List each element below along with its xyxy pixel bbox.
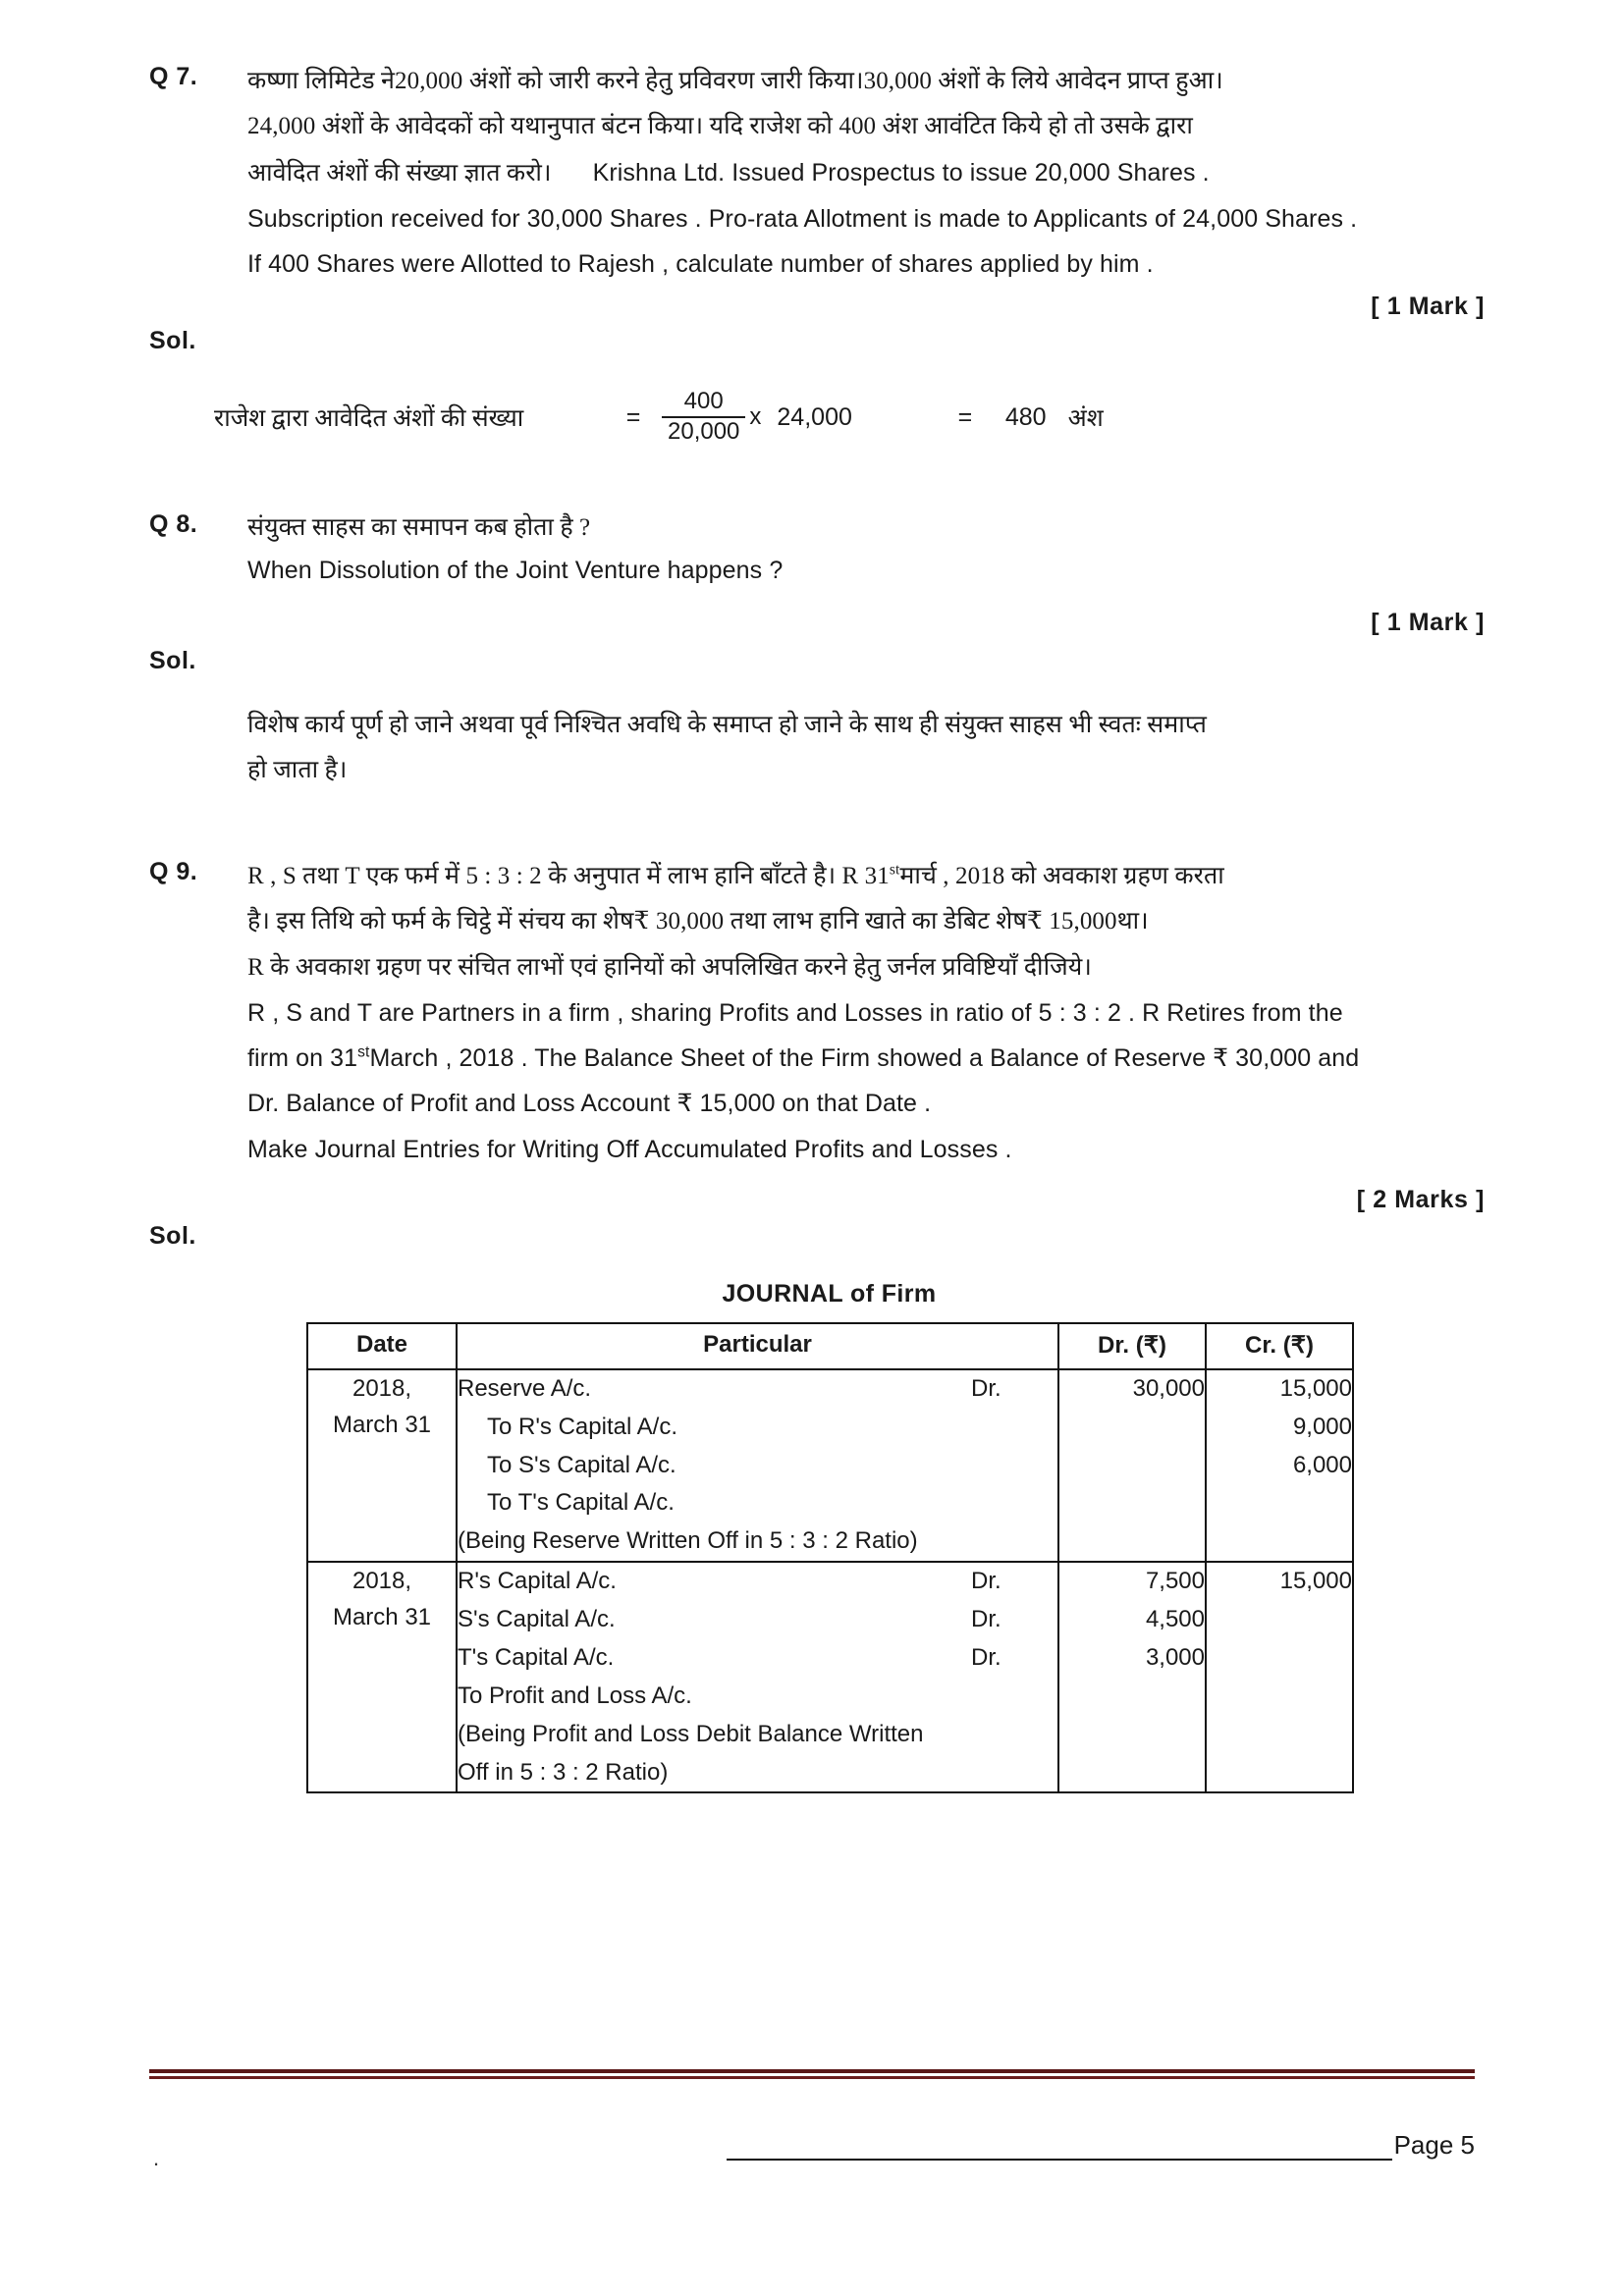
journal-particular-dr-tag: Dr. xyxy=(971,1606,1001,1632)
journal-row-cr-amounts xyxy=(1206,1562,1353,1792)
question-body-q8 xyxy=(247,507,1485,637)
journal-row-date xyxy=(307,1369,457,1562)
journal-particular-line xyxy=(458,1370,1057,1409)
q7-hindi-line-2: 24,000 अंशों के आवेदकों को यथानुपात बंटन किया। यदि राजेश को 400 अंश आवंटित किये हो तो उसके द्वारा xyxy=(247,113,1193,140)
footer-divider xyxy=(149,2069,1475,2083)
journal-particular-narration: (Being Reserve Written Off in 5 : 3 : 2 Ratio) xyxy=(458,1527,918,1555)
q7-english-line-2: If 400 Shares were Allotted to Rajesh , calculate number of shares applied by him . xyxy=(247,250,1154,278)
journal-dr-amount: 30,000 xyxy=(1132,1374,1205,1402)
journal-section xyxy=(306,1280,1352,1794)
q8-marks: [ 1 Mark ] xyxy=(1371,608,1485,636)
q8-english-question: When Dissolution of the Joint Venture happens ? xyxy=(247,556,784,584)
journal-row-dr-amounts xyxy=(1058,1369,1206,1562)
journal-particular-line xyxy=(458,1522,1057,1561)
question-label-q7: Q 7. xyxy=(149,63,198,90)
q9-hindi-line-2: है। इस तिथि को फर्म के चिट्ठे में संचय का शेष₹ 30,000 तथा लाभ हानि खाते का डेबिट शेष₹ 15,000था। xyxy=(247,908,1149,935)
q8-hindi-question: संयुक्त साहस का समापन कब होता है ? xyxy=(247,514,591,541)
q7-hindi-line-3-text: आवेदित अंशों की संख्या ज्ञात करो। xyxy=(247,159,552,187)
q7-formula-result: 480 xyxy=(1004,402,1047,431)
journal-particular-text: To S's Capital A/c. xyxy=(487,1451,676,1478)
footer-underline xyxy=(727,2137,1392,2161)
spacer-after-q8 xyxy=(149,793,1485,854)
journal-cr-amount: 15,000 xyxy=(1279,1374,1352,1402)
q9-english-line-1: R , S and T are Partners in a firm , sharing Profits and Losses in ratio of 5 : 3 : 2 . R Retires from the xyxy=(247,998,1343,1027)
sol-label-q9: Sol. xyxy=(149,1221,196,1250)
journal-header-particular: Particular xyxy=(457,1323,1058,1369)
journal-particular-dr-tag: Dr. xyxy=(971,1568,1001,1595)
journal-particular-narration: (Being Profit and Loss Debit Balance Written xyxy=(458,1720,924,1747)
journal-particular-line xyxy=(458,1447,1057,1485)
q8-solution xyxy=(247,703,1485,794)
journal-particular-dr-tag: Dr. xyxy=(971,1643,1001,1671)
page-content xyxy=(149,59,1485,1793)
sol-label-q8: Sol. xyxy=(149,646,196,674)
q7-formula-equals-2: = xyxy=(957,402,973,431)
q8-solution-line-1: विशेष कार्य पूर्ण हो जाने अथवा पूर्व निश्चित अवधि के समाप्त हो जाने के साथ ही संयुक्त साहस भी स्वतः समाप्त xyxy=(247,711,1207,738)
q7-solution-formula xyxy=(214,389,1485,446)
journal-particular-text: T's Capital A/c. xyxy=(458,1643,615,1671)
journal-dr-amount: 4,500 xyxy=(1145,1606,1205,1632)
journal-title: JOURNAL of Firm xyxy=(722,1279,937,1308)
journal-row-date-year: 2018, xyxy=(352,1568,412,1595)
question-body-q7 xyxy=(247,59,1485,321)
journal-header-row xyxy=(307,1323,1353,1369)
journal-cr-amount: 15,000 xyxy=(1279,1568,1352,1595)
journal-particular-text: S's Capital A/c. xyxy=(458,1606,616,1632)
journal-dr-amount: 3,000 xyxy=(1145,1643,1205,1671)
q9-english-line-4: Make Journal Entries for Writing Off Accumulated Profits and Losses . xyxy=(247,1135,1012,1163)
question-label-q8: Q 8. xyxy=(149,510,198,538)
journal-row-date-day: March 31 xyxy=(332,1411,432,1438)
question-body-q9 xyxy=(247,854,1485,1214)
q7-hindi-line-1: कष्णा लिमिटेड ने20,000 अंशों को जारी करने हेतु प्रविवरण जारी किया।30,000 अंशों के लिये आवेदन प्राप्त हुआ। xyxy=(247,68,1223,94)
q9-hindi-line-3: R के अवकाश ग्रहण पर संचित लाभों एवं हानियों को अपलिखित करने हेतु जर्नल प्रविष्टियाँ दीजिये। xyxy=(247,953,1092,981)
journal-particular-line xyxy=(458,1678,1057,1716)
question-label-q9: Q 9. xyxy=(149,858,198,885)
journal-header-dr: Dr. (₹) xyxy=(1058,1323,1206,1369)
q7-marks: [ 1 Mark ] xyxy=(1371,293,1485,321)
q7-formula-lhs: राजेश द्वारा आवेदित अंशों की संख्या xyxy=(214,405,524,433)
journal-particular-text: Reserve A/c. xyxy=(458,1374,592,1402)
journal-entry-row xyxy=(307,1369,1353,1562)
footer-divider-bar-bottom xyxy=(149,2076,1475,2079)
journal-row-date-year: 2018, xyxy=(352,1374,412,1402)
journal-particular-text: To Profit and Loss A/c. xyxy=(458,1682,692,1709)
journal-cr-amount: 9,000 xyxy=(1292,1413,1352,1440)
journal-row-dr-amounts xyxy=(1058,1562,1206,1792)
journal-particular-text: To T's Capital A/c. xyxy=(487,1489,675,1517)
journal-particular-line xyxy=(458,1563,1057,1601)
journal-particular-narration: Off in 5 : 3 : 2 Ratio) xyxy=(458,1758,669,1786)
journal-row-date-day: March 31 xyxy=(332,1604,432,1631)
q7-formula-denominator: 20,000 xyxy=(662,416,745,446)
journal-particular-line xyxy=(458,1601,1057,1639)
q7-formula-fraction xyxy=(662,389,745,446)
q9-english-line-2: firm on 31stMarch , 2018 . The Balance Sheet of the Firm showed a Balance of Reserve ₹ 30,000 and xyxy=(247,1043,1360,1072)
footer-page-number-area xyxy=(727,2130,1475,2161)
journal-particular-text: To R's Capital A/c. xyxy=(487,1413,677,1440)
q7-formula-numerator: 400 xyxy=(683,388,724,415)
journal-row-cr-amounts xyxy=(1206,1369,1353,1562)
sol-label-q7: Sol. xyxy=(149,327,196,355)
q9-marks: [ 2 Marks ] xyxy=(1356,1185,1485,1213)
question-block-q8 xyxy=(149,507,1485,637)
spacer-after-q7 xyxy=(149,446,1485,507)
q7-formula-multiply-symbol: x xyxy=(749,403,762,431)
q7-formula-equals-1: = xyxy=(625,402,641,431)
page-number-label: Page 5 xyxy=(1393,2130,1475,2160)
question-block-q9 xyxy=(149,854,1485,1214)
footer-dot-marker: . xyxy=(153,2146,160,2170)
journal-header-cr: Cr. (₹) xyxy=(1206,1323,1353,1369)
journal-table xyxy=(306,1322,1354,1794)
q9-hindi-line-1: R , S तथा T एक फर्म में 5 : 3 : 2 के अनुपात में लाभ हानि बाँटते है। R 31stमार्च , 2018 को अवकाश ग्रहण करता xyxy=(247,861,1224,889)
q7-english-inline: Krishna Ltd. Issued Prospectus to issue 20,000 Shares . xyxy=(592,158,1210,187)
q7-formula-multiplier: 24,000 xyxy=(777,402,852,431)
q8-solution-line-2: हो जाता है। xyxy=(247,756,348,783)
journal-cr-amount: 6,000 xyxy=(1292,1451,1352,1478)
journal-entry-row xyxy=(307,1562,1353,1792)
q9-english-line-3: Dr. Balance of Profit and Loss Account ₹ 15,000 on that Date . xyxy=(247,1090,932,1118)
journal-row-particulars xyxy=(457,1562,1058,1792)
q7-formula-result-unit: अंश xyxy=(1067,405,1104,433)
journal-particular-line xyxy=(458,1409,1057,1447)
journal-particular-dr-tag: Dr. xyxy=(971,1374,1001,1402)
journal-row-date xyxy=(307,1562,457,1792)
q7-hindi-line-3 xyxy=(247,150,1485,196)
journal-header-date: Date xyxy=(307,1323,457,1369)
journal-dr-amount: 7,500 xyxy=(1145,1568,1205,1595)
journal-row-particulars xyxy=(457,1369,1058,1562)
question-block-q7 xyxy=(149,59,1485,321)
journal-particular-line xyxy=(458,1639,1057,1678)
journal-particular-text: R's Capital A/c. xyxy=(458,1568,617,1595)
q7-english-line-1: Subscription received for 30,000 Shares . Pro-rata Allotment is made to Applicants of 24,000 Shares . xyxy=(247,204,1358,233)
journal-particular-line xyxy=(458,1484,1057,1522)
